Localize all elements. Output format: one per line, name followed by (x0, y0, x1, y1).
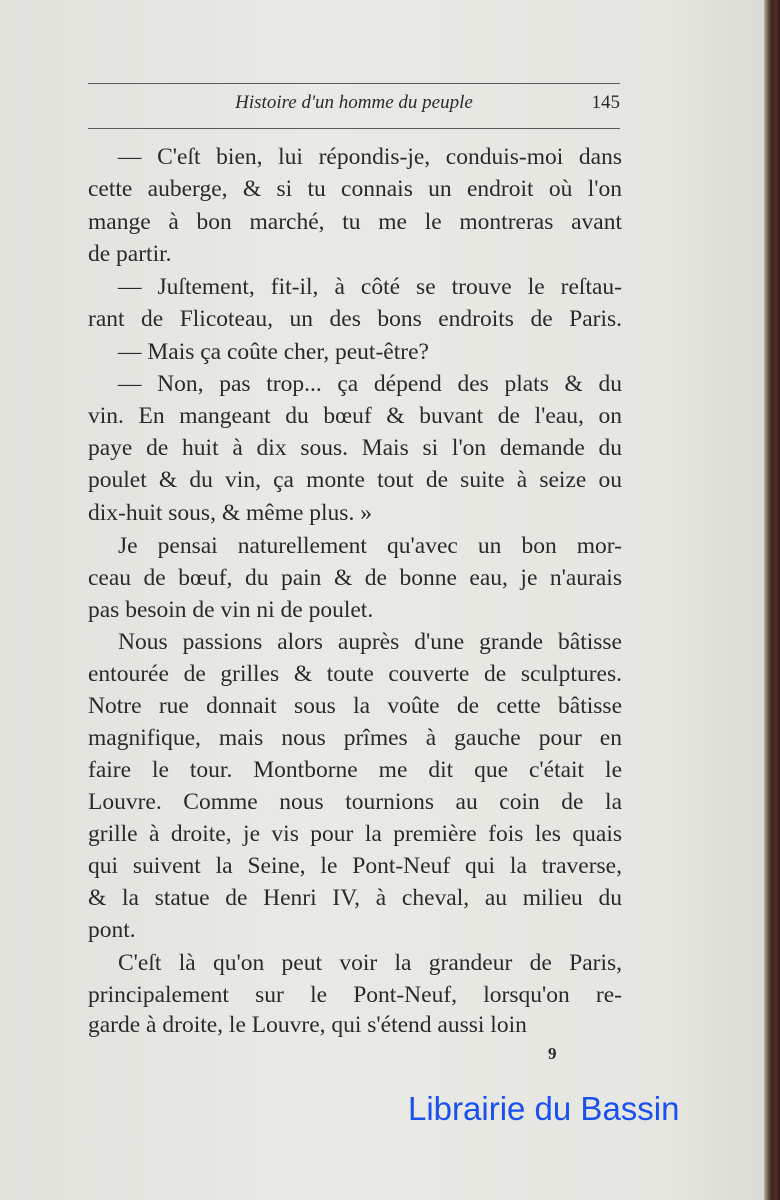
text-line: — Mais ça coûte cher, peut-être? (118, 339, 429, 365)
text-line: ceau de bœuf, du pain & de bonne eau, je n'aurais (88, 565, 622, 591)
watermark: Librairie du Bassin (408, 1090, 680, 1127)
page-number: 145 (591, 92, 620, 113)
text-line: mange à bon marché, tu me le montreras avant (88, 209, 622, 235)
text-line: garde à droite, le Louvre, qui s'étend aussi loin (88, 1012, 527, 1038)
text-line: magnifique, mais nous prîmes à gauche pour en (88, 725, 622, 751)
text-line: pas besoin de vin ni de poulet. (88, 597, 374, 623)
signature-mark: 9 (548, 1044, 557, 1063)
text-line: Louvre. Comme nous tournions au coin de la (88, 789, 622, 815)
text-line: vin. En mangeant du bœuf & buvant de l'eau, on (88, 403, 622, 429)
text-line: pont. (88, 917, 136, 943)
header-rule-bottom (88, 128, 620, 129)
text-line: rant de Flicoteau, un des bons endroits de Paris. (88, 306, 622, 332)
text-line: principalement sur le Pont-Neuf, lorsqu'on re- (88, 982, 622, 1008)
running-head-title: Histoire d'un homme du peuple (235, 92, 473, 113)
text-line: poulet & du vin, ça monte tout de suite à seize ou (88, 467, 622, 493)
text-line: de partir. (88, 241, 172, 267)
text-line: Nous passions alors auprès d'une grande bâtisse (118, 629, 622, 655)
text-line: — Non, pas trop... ça dépend des plats & du (118, 371, 622, 397)
text-line: paye de huit à dix sous. Mais si l'on demande du (88, 435, 622, 461)
text-line: — C'eſt bien, lui répondis-je, conduis-moi dans (118, 144, 622, 170)
text-line: dix-huit sous, & même plus. » (88, 500, 372, 526)
text-line: Notre rue donnait sous la voûte de cette bâtisse (88, 693, 622, 719)
text-line: Je pensai naturellement qu'avec un bon mor- (118, 533, 622, 559)
text-line: — Juſtement, fit-il, à côté se trouve le reſtau- (118, 274, 622, 300)
running-head (88, 90, 620, 120)
text-line: & la statue de Henri IV, à cheval, au milieu du (88, 885, 622, 911)
header-rule-top (88, 83, 620, 84)
text-line: grille à droite, je vis pour la première fois les quais (88, 821, 622, 847)
text-line: cette auberge, & si tu connais un endroit où l'on (88, 176, 622, 202)
text-line: qui suivent la Seine, le Pont-Neuf qui la traverse, (88, 853, 622, 879)
text-line: faire le tour. Montborne me dit que c'était le (88, 757, 622, 783)
book-binding-edge (764, 0, 780, 1200)
text-line: C'eſt là qu'on peut voir la grandeur de Paris, (118, 950, 622, 976)
text-line: entourée de grilles & toute couverte de sculptures. (88, 661, 622, 687)
